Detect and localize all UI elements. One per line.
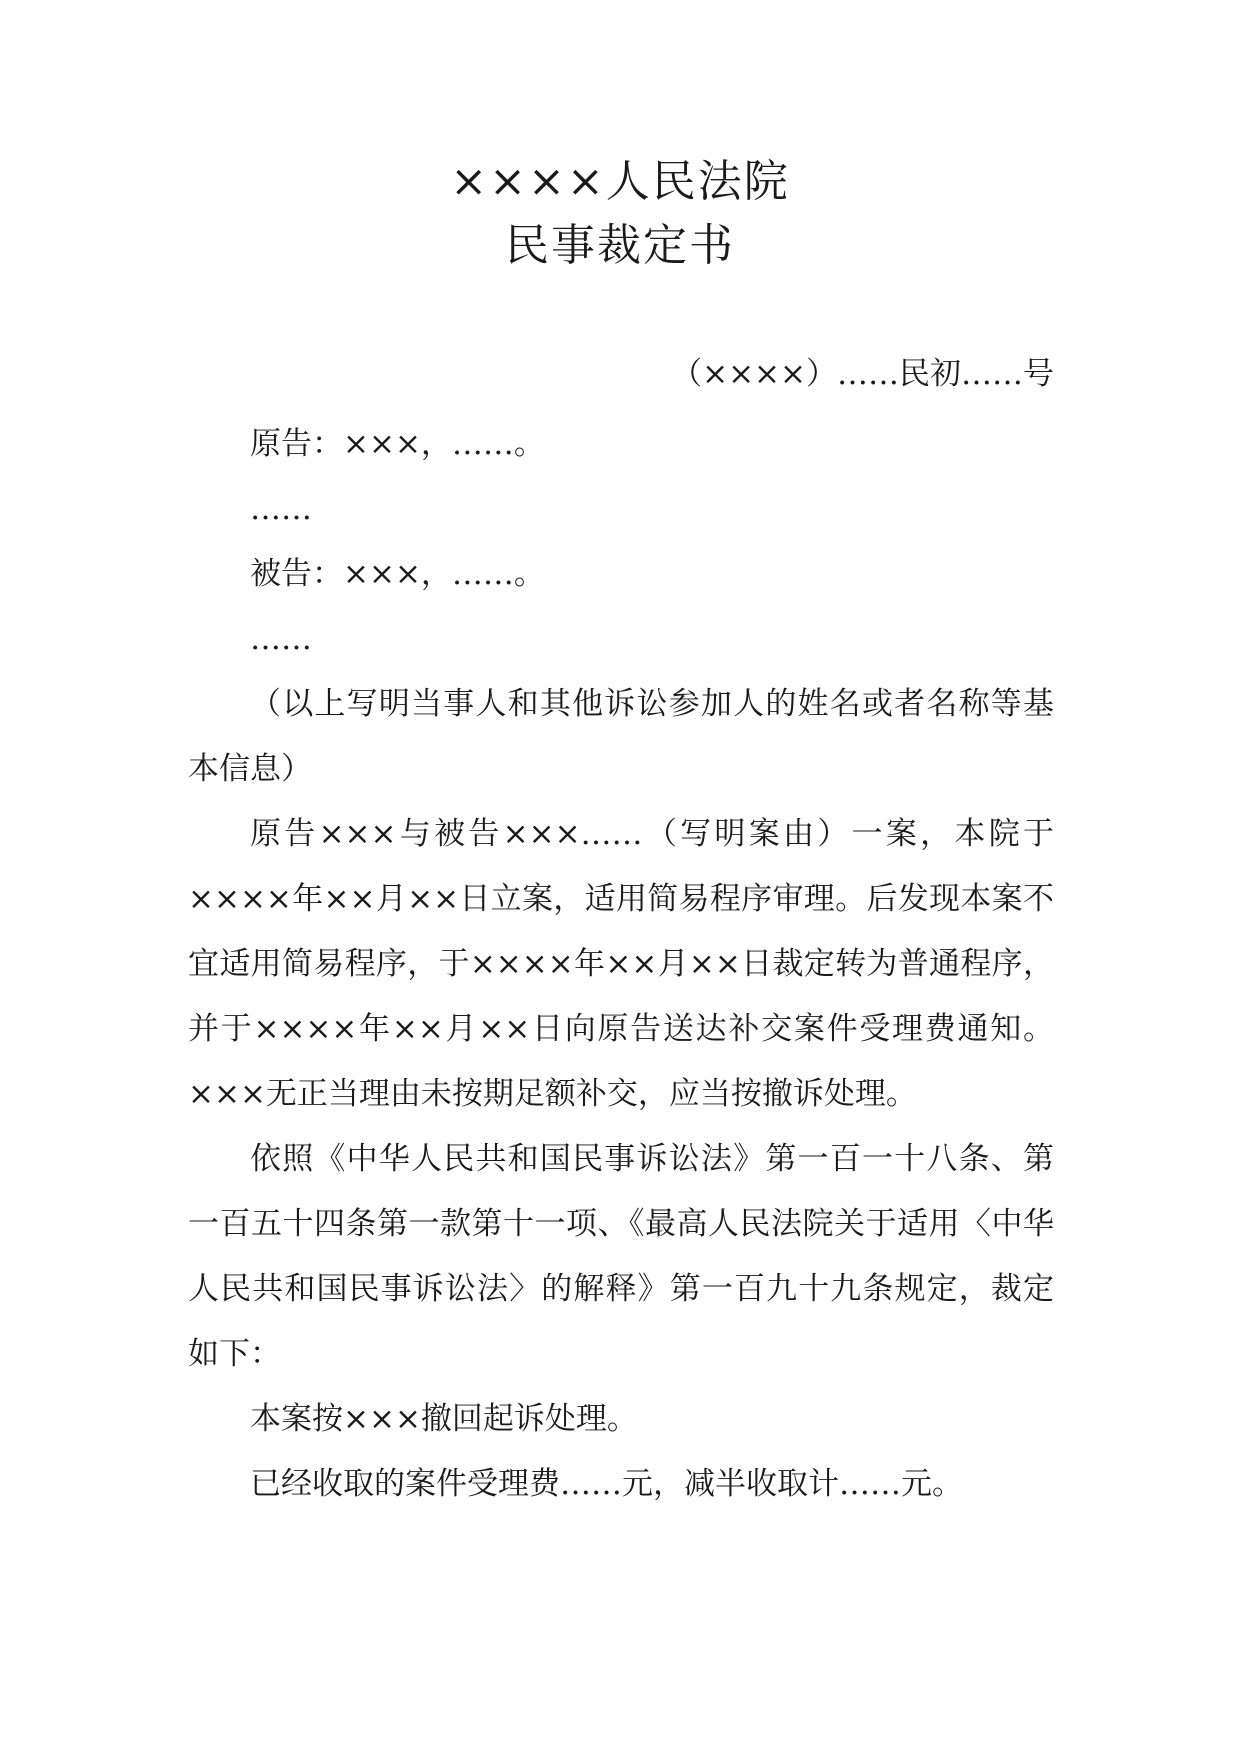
legal-basis-paragraph: 依照《中华人民共和国民事诉讼法》第一百一十八条、第一百五十四条第一款第十一项、《最高人民法院关于适用〈中华人民共和国民事诉讼法〉的解释》第一百九十九条规定，裁定如下：: [188, 1141, 1054, 1372]
ruling-paragraph: 本案按×××撤回起诉处理。: [250, 1401, 638, 1437]
document-body: [188, 412, 1054, 1517]
fee-paragraph: 已经收取的案件受理费……元，减半收取计……元。: [250, 1466, 963, 1502]
party-info-note: （以上写明当事人和其他诉讼参加人的姓名或者名称等基本信息）: [188, 686, 1054, 787]
plaintiff-ellipsis: ……: [250, 491, 312, 527]
document-type-title: 民事裁定书: [505, 220, 735, 271]
defendant-line: 被告：×××，……。: [250, 556, 545, 592]
case-number: （××××）……民初……号: [671, 356, 1054, 392]
plaintiff-line: 原告：×××，……。: [250, 426, 545, 462]
court-title: ××××人民法院: [450, 156, 790, 207]
facts-paragraph: 原告×××与被告×××……（写明案由）一案，本院于××××年××月××日立案，适用简易程序审理。后发现本案不宜适用简易程序，于××××年××月××日裁定转为普通程序，并于××××年××月××日向原告送达补交案件受理费通知。×××无正当理由未按期足额补交，应当按撤诉处理。: [188, 816, 1054, 1112]
defendant-ellipsis: ……: [250, 621, 312, 657]
